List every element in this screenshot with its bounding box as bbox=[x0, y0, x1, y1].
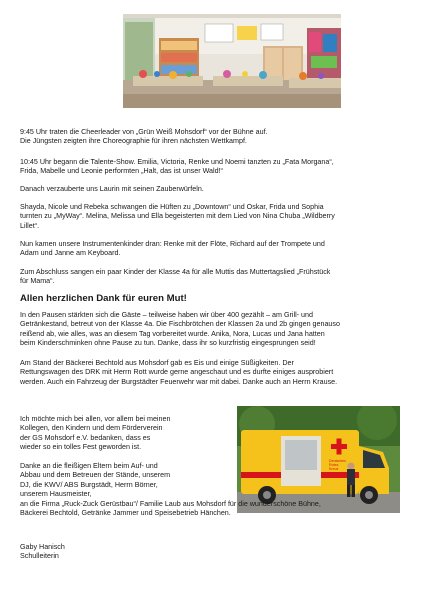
paragraph-bedanken bbox=[20, 415, 232, 453]
drk-text-line: Rotes bbox=[329, 463, 339, 467]
paragraph-baeckerei bbox=[20, 359, 406, 387]
text-line: 10:45 Uhr begann die Talente-Show. Emilia, Victoria, Renke und Noemi tanzten zu „Fata Morgana“, bbox=[20, 158, 334, 166]
paragraph-huefte bbox=[20, 203, 406, 231]
text-line: Rettungswagen des DRK mit Herrn Rott wurde gerne angeschaut und es durfte einiges ausprobiert bbox=[20, 368, 334, 377]
signature-role: Schulleiterin bbox=[20, 552, 59, 561]
signature-name: Gaby Hanisch bbox=[20, 543, 65, 551]
paragraph-abschluss bbox=[20, 268, 406, 287]
ambulance-photo bbox=[237, 406, 400, 513]
text-line: Die Jüngsten zeigten ihre Choreographie für ihren nächsten Wettkampf. bbox=[20, 137, 247, 146]
text-line: Getränkestand, betreut von der Klasse 4a. Die Fischbrötchen der Klassen 2a und 2b gingen genauso bbox=[20, 320, 340, 329]
text-line: 9:45 Uhr traten die Cheerleader von „Grün Weiß Mohsdorf“ vor der Bühne auf. bbox=[20, 128, 268, 136]
text-line: an die Firma „Ruck-Zuck Gerüstbau“/ Familie Laub aus Mohsdorf für die wunderschöne Bühne, bbox=[20, 500, 321, 508]
text-line: der GS Mohsdorf e.V. bedanken, dass es bbox=[20, 433, 151, 442]
text-line: Nun kamen unsere Instrumentenkinder dran: Renke mit der Flöte, Richard auf der Trompete und bbox=[20, 240, 325, 248]
classroom-photo-graphic bbox=[123, 14, 341, 108]
text-line: Am Stand der Bäckerei Bechtold aus Mohsdorf gab es Eis und einige Süßigkeiten. Der bbox=[20, 359, 294, 367]
text-line: Abbau und dem Betreuen der Stände, unserem bbox=[20, 471, 171, 480]
classroom-photo bbox=[123, 14, 341, 108]
text-line: Bäckerei Bechtold, Getränke Jammer und Speisebetrieb Hänchen. bbox=[20, 509, 231, 518]
text-line: turnten zu „MyWay“. Melina, Melissa und Ella begeisterten mit dem Lied von Nina Chuba „Wildberry bbox=[20, 212, 335, 221]
text-line: Danach verzauberte uns Laurin mit seinen Zauberwürfeln. bbox=[20, 185, 204, 193]
paragraph-eltern bbox=[20, 462, 232, 500]
paragraph-cheerleader bbox=[20, 128, 406, 147]
text-line: In den Pausen stärkten sich die Gäste – teilweise haben wir über 400 gezählt – am Grill- und bbox=[20, 311, 313, 319]
text-line: für Mama“. bbox=[20, 277, 55, 286]
text-line: Danke an die fleißigen Eltern beim Auf- und bbox=[20, 462, 158, 470]
text-line: reißend ab, wie alles, was an diesem Tag vorbereitet wurde. Anika, Nora, Lucas und Jana hatten bbox=[20, 329, 325, 338]
text-line: werden. Auch ein Fahrzeug der Burgstädter Feuerwehr war mit dabei. Danke auch an Herrn Krause. bbox=[20, 377, 338, 386]
text-line: wieder so ein tolles Fest geworden ist. bbox=[20, 443, 142, 452]
paragraph-zauber bbox=[20, 185, 406, 194]
paragraph-firma bbox=[20, 500, 406, 519]
paragraph-talentshow bbox=[20, 158, 406, 177]
text-line: Adam und Janne am Keyboard. bbox=[20, 249, 121, 258]
paragraph-pausen bbox=[20, 311, 406, 349]
text-line: DJ, die KWV/ ABS Burgstädt, Herrn Börner, bbox=[20, 480, 158, 489]
text-line: Lillet“. bbox=[20, 221, 40, 230]
text-line: Kollegen, den Kindern und dem Förderverein bbox=[20, 424, 163, 433]
paragraph-instrumente bbox=[20, 240, 406, 259]
drk-text-line: Deutsches bbox=[329, 459, 346, 463]
text-line: unserem Hausmeister, bbox=[20, 490, 92, 499]
text-line: Frida, Mabelle und Leonie performten „Halt, das ist unser Wald!“ bbox=[20, 167, 223, 176]
signature bbox=[20, 543, 65, 562]
text-line: Shayda, Nicole und Rebeka schwangen die Hüften zu „Downtown“ und Oskar, Frida und Sophia bbox=[20, 203, 324, 211]
ambulance-photo-graphic bbox=[237, 406, 400, 513]
text-line: beim Kinderschminken ohne Pause zu tun. Danke, dass ihr so kurzfristig eingesprungen seid! bbox=[20, 339, 316, 348]
section-heading: Allen herzlichen Dank für euren Mut! bbox=[20, 293, 187, 304]
drk-text-line: Kreuz bbox=[329, 467, 339, 471]
text-line: Zum Abschluss sangen ein paar Kinder der Klasse 4a für alle Muttis das Muttertagslied „Frühstück bbox=[20, 268, 331, 276]
text-line: Ich möchte mich bei allen, vor allem bei meinen bbox=[20, 415, 171, 423]
